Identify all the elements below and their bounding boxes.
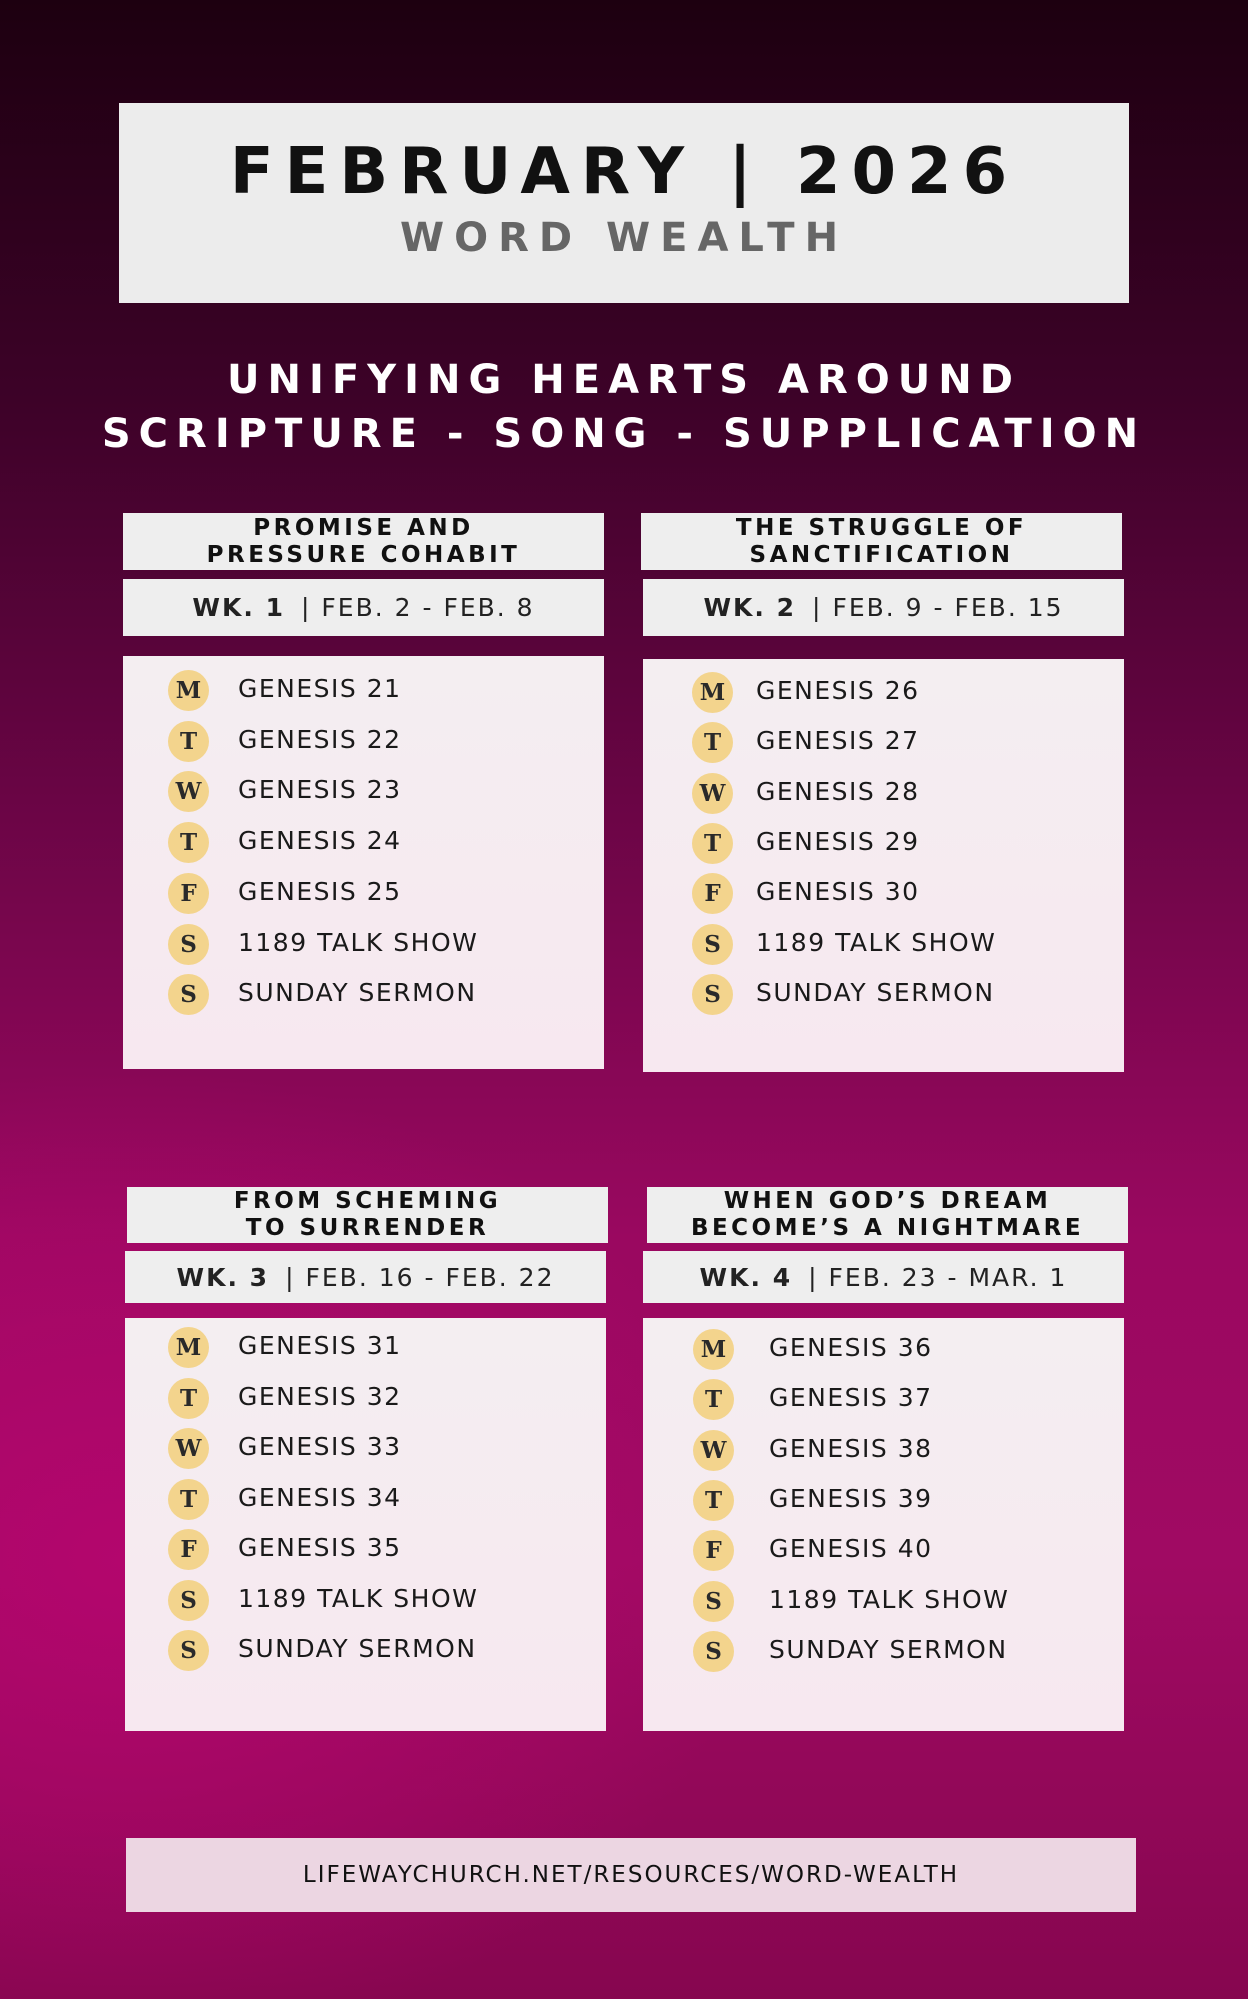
week-2-label: WK. 2 [703, 593, 797, 622]
week-3-day-badge: W [168, 1428, 209, 1469]
week-2-reading-item: SUNDAY SERMON [756, 977, 995, 1007]
week-2-theme-line-1: THE STRUGGLE OF [735, 514, 1028, 541]
week-2-day-badge: T [692, 722, 733, 763]
tagline-line-2: SCRIPTURE - SONG - SUPPLICATION [101, 411, 1147, 457]
week-2-separator: | [812, 593, 823, 622]
week-2-day-badge: W [692, 773, 733, 814]
week-2-reading-item: 1189 TALK SHOW [756, 927, 997, 957]
week-2-reading-item: GENESIS 29 [756, 826, 920, 856]
week-3-reading-item: SUNDAY SERMON [238, 1634, 477, 1663]
week-1-reading-item: GENESIS 22 [238, 724, 402, 754]
footer-url-text: LIFEWAYCHURCH.NET/RESOURCES/WORD-WEALTH [302, 1862, 960, 1888]
week-3-dates: FEB. 16 - FEB. 22 [305, 1262, 555, 1292]
week-3-reading-item: GENESIS 34 [238, 1482, 402, 1512]
week-3-day-badge: S [168, 1630, 209, 1671]
week-3-theme [127, 1187, 608, 1243]
week-3-label: WK. 3 [176, 1262, 270, 1292]
week-3-day-badge: M [168, 1327, 209, 1368]
week-4-reading-item: GENESIS 40 [769, 1534, 933, 1564]
week-4-day-badge: T [693, 1379, 734, 1420]
week-1-day-badge: S [168, 974, 209, 1015]
week-4-header [643, 1251, 1124, 1303]
week-3-separator: | [285, 1262, 296, 1292]
week-1-dates: FEB. 2 - FEB. 8 [321, 593, 535, 622]
week-4-reading-item: GENESIS 37 [769, 1383, 933, 1413]
week-4-day-badge: W [693, 1430, 734, 1471]
week-1-reading-item: GENESIS 23 [238, 775, 402, 805]
week-4-reading-item: 1189 TALK SHOW [769, 1584, 1010, 1614]
week-4-reading-item: GENESIS 38 [769, 1433, 933, 1463]
week-4-dates: FEB. 23 - MAR. 1 [828, 1262, 1068, 1292]
tagline-line-1: UNIFYING HEARTS AROUND [227, 357, 1021, 403]
week-2-theme [641, 513, 1122, 570]
week-2-header [643, 579, 1124, 636]
week-2-day-badge: S [692, 974, 733, 1015]
week-3-theme-line-2: TO SURRENDER [245, 1215, 490, 1241]
week-1-theme-line-2: PRESSURE COHABIT [206, 541, 521, 568]
week-1-header [123, 579, 604, 636]
header-panel [119, 103, 1129, 303]
page-subtitle: WORD WEALTH [399, 215, 849, 261]
week-4-theme-line-1: WHEN GOD’S DREAM [723, 1188, 1052, 1214]
week-3-header [125, 1251, 606, 1303]
week-3-day-badge: S [168, 1580, 209, 1621]
week-2-reading-item: GENESIS 28 [756, 776, 920, 806]
week-1-day-badge: T [168, 822, 209, 863]
week-2-day-badge: S [692, 924, 733, 965]
week-4-day-badge: F [693, 1530, 734, 1571]
week-1-theme-line-1: PROMISE AND [253, 514, 474, 541]
week-4-day-badge: M [693, 1329, 734, 1370]
week-1-theme [123, 513, 604, 570]
week-3-day-badge: T [168, 1378, 209, 1419]
week-2-day-badge: F [692, 873, 733, 914]
week-1-label: WK. 1 [192, 593, 285, 622]
week-4-theme [647, 1187, 1128, 1243]
week-3-day-badge: T [168, 1479, 209, 1520]
week-3-day-badge: F [168, 1529, 209, 1570]
week-3-theme-line-1: FROM SCHEMING [233, 1188, 502, 1214]
week-2-dates: FEB. 9 - FEB. 15 [832, 593, 1064, 622]
week-1-day-badge: S [168, 924, 209, 965]
week-3-reading-item: GENESIS 35 [238, 1533, 402, 1562]
week-2-reading-item: GENESIS 30 [756, 877, 920, 907]
week-2-day-badge: M [692, 672, 733, 713]
week-3-reading-item: 1189 TALK SHOW [238, 1583, 479, 1613]
week-1-separator: | [300, 593, 312, 622]
week-2-reading-item: GENESIS 27 [756, 726, 920, 756]
week-1-reading-item: SUNDAY SERMON [238, 978, 477, 1008]
week-4-theme-line-2: BECOME’S A NIGHTMARE [690, 1215, 1085, 1241]
week-3-reading-item: GENESIS 33 [238, 1432, 402, 1461]
week-1-day-badge: F [168, 873, 209, 914]
week-1-day-badge: T [168, 721, 209, 762]
week-2-reading-item: GENESIS 26 [756, 676, 920, 705]
week-3-reading-item: GENESIS 32 [238, 1381, 402, 1411]
week-4-day-badge: T [693, 1480, 734, 1521]
week-1-reading-item: GENESIS 21 [238, 674, 402, 703]
week-4-reading-item: SUNDAY SERMON [769, 1634, 1008, 1664]
week-4-day-badge: S [693, 1581, 734, 1622]
week-2-day-badge: T [692, 823, 733, 864]
week-4-separator: | [808, 1262, 819, 1292]
week-4-reading-item: GENESIS 39 [769, 1483, 933, 1513]
week-3-reading-item: GENESIS 31 [238, 1331, 402, 1360]
week-1-reading-item: GENESIS 25 [238, 876, 402, 906]
week-1-day-badge: M [168, 670, 209, 711]
week-4-reading-item: GENESIS 36 [769, 1333, 933, 1362]
week-1-day-badge: W [168, 771, 209, 812]
week-1-reading-item: GENESIS 24 [238, 826, 402, 856]
week-2-theme-line-2: SANCTIFICATION [749, 541, 1014, 568]
week-4-day-badge: S [693, 1631, 734, 1672]
week-1-reading-item: 1189 TALK SHOW [238, 927, 479, 957]
page-title: FEBRUARY | 2026 [229, 135, 1019, 209]
footer-url-link[interactable] [126, 1838, 1136, 1912]
week-4-label: WK. 4 [699, 1262, 793, 1292]
